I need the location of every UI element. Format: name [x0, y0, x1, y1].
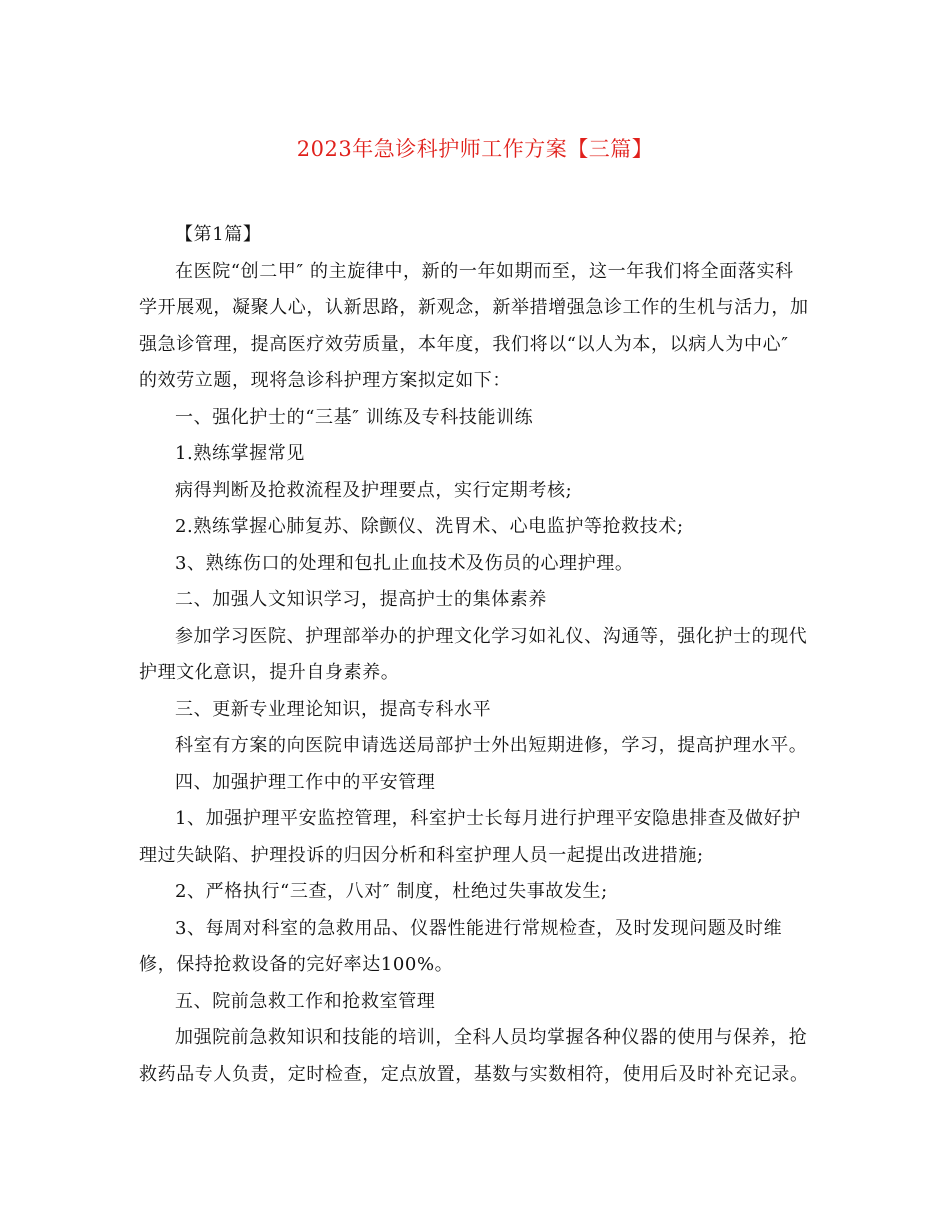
section-heading: 四、加强护理工作中的平安管理 — [175, 771, 436, 793]
list-item: 理过失缺陷、护理投诉的归因分析和科室护理人员一起提出改进措施; — [139, 844, 704, 866]
section-heading-part-1: 【第1篇】 — [175, 224, 262, 245]
list-item: 病得判断及抢救流程及护理要点，实行定期考核; — [175, 479, 573, 501]
document-body — [139, 218, 819, 1094]
list-item: 1、加强护理平安监控管理，科室护士长每月进行护理平安隐患排查及做好护 — [175, 808, 801, 829]
paragraph-line: 科室有方案的向医院申请选送局部护士外出短期进修，学习，提高护理水平。 — [175, 735, 808, 756]
list-item: 2.熟练掌握心肺复苏、除颤仪、洗胃术、心电监护等抢救技术; — [175, 516, 684, 537]
document-title: 2023年急诊科护师工作方案【三篇】 — [296, 137, 654, 161]
paragraph-line: 参加学习医院、护理部举办的护理文化学习如礼仪、沟通等，强化护士的现代 — [175, 625, 808, 647]
list-item: 2、严格执行“三查，八对″ 制度，杜绝过失事故发生; — [175, 881, 608, 902]
list-item: 1.熟练掌握常见 — [175, 443, 305, 464]
paragraph-line: 学开展观，凝聚人心，认新思路，新观念，新举措增强急诊工作的生机与活力，加 — [139, 297, 809, 318]
list-item: 3、熟练伤口的处理和包扎止血技术及伤员的心理护理。 — [175, 552, 634, 574]
list-item: 修，保持抢救设备的完好率达100%。 — [139, 954, 454, 975]
list-item: 3、每周对科室的急救用品、仪器性能进行常规检查，及时发现问题及时维 — [175, 917, 783, 939]
section-heading: 二、加强人文知识学习，提高护士的集体素养 — [175, 589, 547, 610]
paragraph-line: 救药品专人负责，定时检查，定点放置，基数与实数相符，使用后及时补充记录。 — [139, 1063, 809, 1085]
paragraph-line: 的效劳立题，现将急诊科护理方案拟定如下： — [139, 370, 511, 391]
paragraph-line: 在医院“创二甲″ 的主旋律中，新的一年如期而至，这一年我们将全面落实科 — [175, 260, 794, 282]
paragraph-line: 强急诊管理，提高医疗效劳质量，本年度，我们将以“以人为本，以病人为中心″ — [139, 333, 789, 355]
section-heading: 三、更新专业理论知识，提高专科水平 — [175, 698, 492, 720]
section-heading: 五、院前急救工作和抢救室管理 — [175, 990, 436, 1012]
paragraph-line: 加强院前急救知识和技能的培训，全科人员均掌握各种仪器的使用与保养，抢 — [175, 1027, 808, 1048]
section-heading: 一、强化护士的“三基″ 训练及专科技能训练 — [175, 406, 534, 428]
paragraph-line: 护理文化意识，提升自身素养。 — [139, 662, 400, 683]
